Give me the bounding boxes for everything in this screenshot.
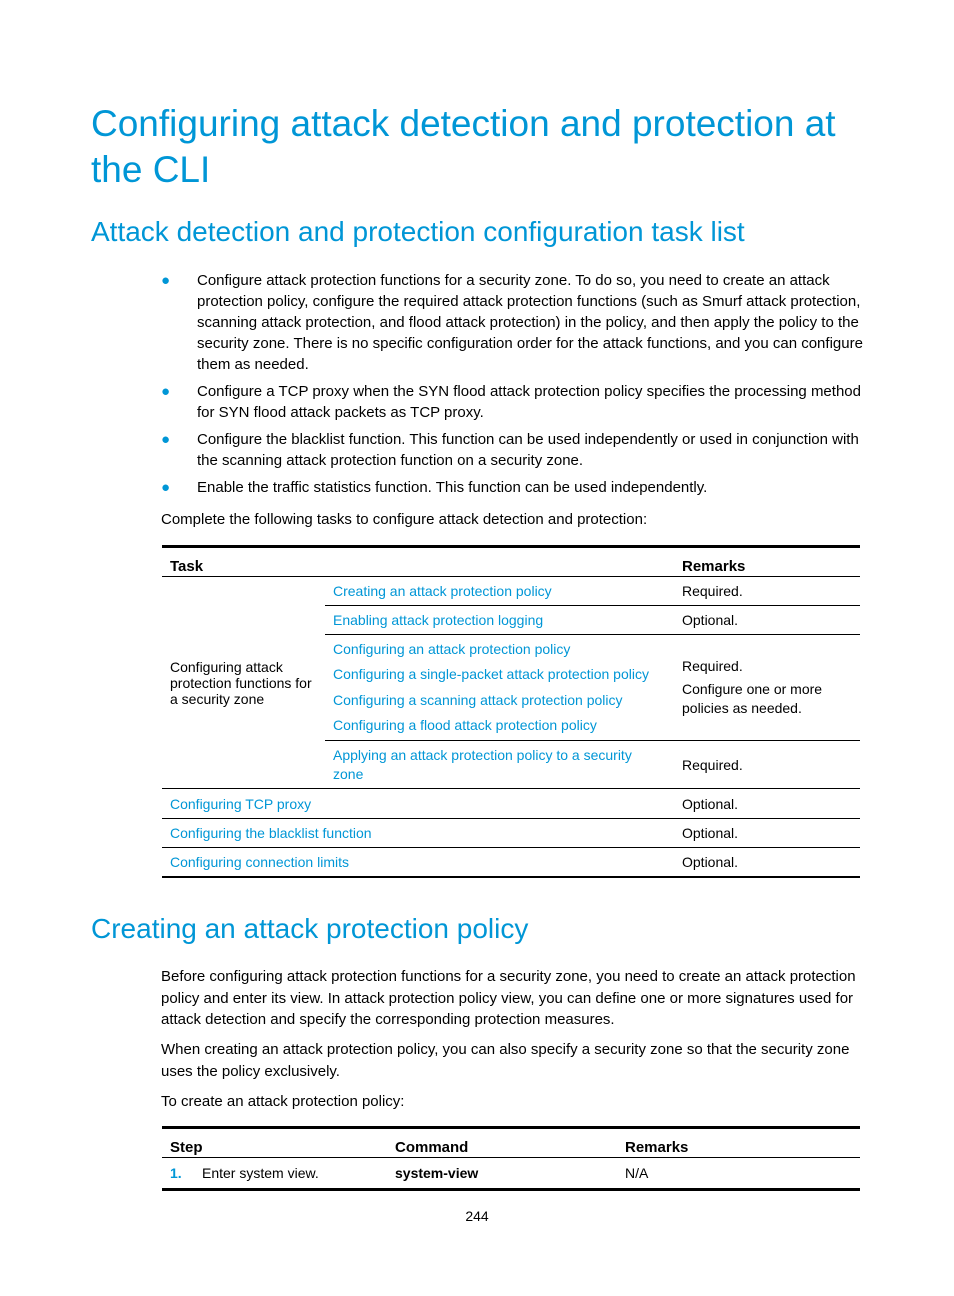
remarks: Optional. [674, 819, 860, 848]
bullet-icon: ● [161, 431, 171, 448]
list-item [161, 381, 871, 423]
bullet-text: Configure the blacklist function. This function can be used independently or used in conjunction with the scanning attack protection function on a security zone. [197, 431, 859, 469]
remarks: N/A [625, 1165, 649, 1181]
task-link[interactable]: Enabling attack protection logging [333, 612, 544, 628]
bullet-text: Configure a TCP proxy when the SYN flood attack protection policy specifies the processing method for SYN flood attack packets as TCP proxy. [197, 383, 861, 421]
remarks-note: Configure one or more policies as needed. [682, 680, 823, 716]
table-row [162, 789, 860, 819]
task-link[interactable]: Configuring the blacklist function [170, 825, 372, 841]
section-heading-task-list: Attack detection and protection configuration task list [91, 216, 745, 247]
task-link[interactable]: Configuring an attack protection policy [333, 640, 571, 657]
task-link[interactable]: Configuring TCP proxy [170, 795, 312, 812]
step-number: 1. [170, 1165, 182, 1181]
page-title: Configuring attack detection and protection at the CLI [91, 103, 836, 190]
paragraph: To create an attack protection policy: [161, 1093, 405, 1110]
header-task: Task [162, 547, 674, 577]
remarks: Required. [682, 657, 743, 674]
bullet-icon: ● [161, 383, 171, 400]
task-link[interactable]: Creating an attack protection policy [333, 583, 552, 599]
remarks: Optional. [674, 848, 860, 877]
task-link[interactable]: Configuring a single-packet attack protection policy [333, 666, 649, 682]
remarks: Optional. [674, 606, 860, 635]
group-label: Configuring attack protection functions for a security zone [170, 658, 312, 707]
list-item [161, 477, 871, 498]
table-row [162, 819, 860, 848]
task-list-table [162, 545, 860, 878]
header-step: Step [162, 1128, 387, 1158]
table-row [162, 1158, 860, 1190]
task-link[interactable]: Configuring connection limits [170, 853, 349, 870]
task-link[interactable]: Configuring a scanning attack protection policy [333, 691, 623, 708]
bullet-text: Configure attack protection functions for a security zone. To do so, you need to create an attack protection policy, configure the required attack protection functions (such as Smurf attack protection, scanning attack protection, and flood attack protection) in the policy, and then apply the policy to the security zone. There is no specific configuration order for the attack functions, and you can configure them as needed. [197, 272, 863, 373]
list-item [161, 429, 871, 471]
command: system-view [395, 1165, 479, 1181]
header-command: Command [387, 1128, 617, 1158]
header-remarks: Remarks [674, 547, 860, 577]
paragraph: Before configuring attack protection functions for a security zone, you need to create an attack protection policy and enter its view. In attack protection policy view, you can define one or more signatures used for attack detection and specify the corresponding protection measures. [161, 968, 856, 1028]
header-remarks: Remarks [617, 1128, 860, 1158]
page-number: 244 [465, 1208, 489, 1224]
remarks: Required. [682, 583, 743, 599]
table-row [162, 577, 860, 606]
bullet-icon: ● [161, 479, 171, 496]
paragraph: When creating an attack protection policy, you can also specify a security zone so that the security zone uses the policy exclusively. [161, 1041, 850, 1080]
task-link[interactable]: Applying an attack protection policy to a security zone [333, 746, 632, 782]
remarks: Optional. [674, 789, 860, 819]
bullet-icon: ● [161, 272, 171, 289]
procedure-table [162, 1126, 860, 1191]
table-row [162, 848, 860, 877]
intro-text: Complete the following tasks to configure attack detection and protection: [161, 511, 648, 528]
bullet-list [161, 270, 871, 504]
section-heading-create-policy: Creating an attack protection policy [91, 913, 529, 944]
step-text: Enter system view. [202, 1165, 319, 1181]
task-link[interactable]: Configuring a flood attack protection policy [333, 717, 597, 733]
remarks: Required. [674, 741, 860, 789]
list-item [161, 270, 871, 375]
bullet-text: Enable the traffic statistics function. This function can be used independently. [197, 479, 708, 496]
